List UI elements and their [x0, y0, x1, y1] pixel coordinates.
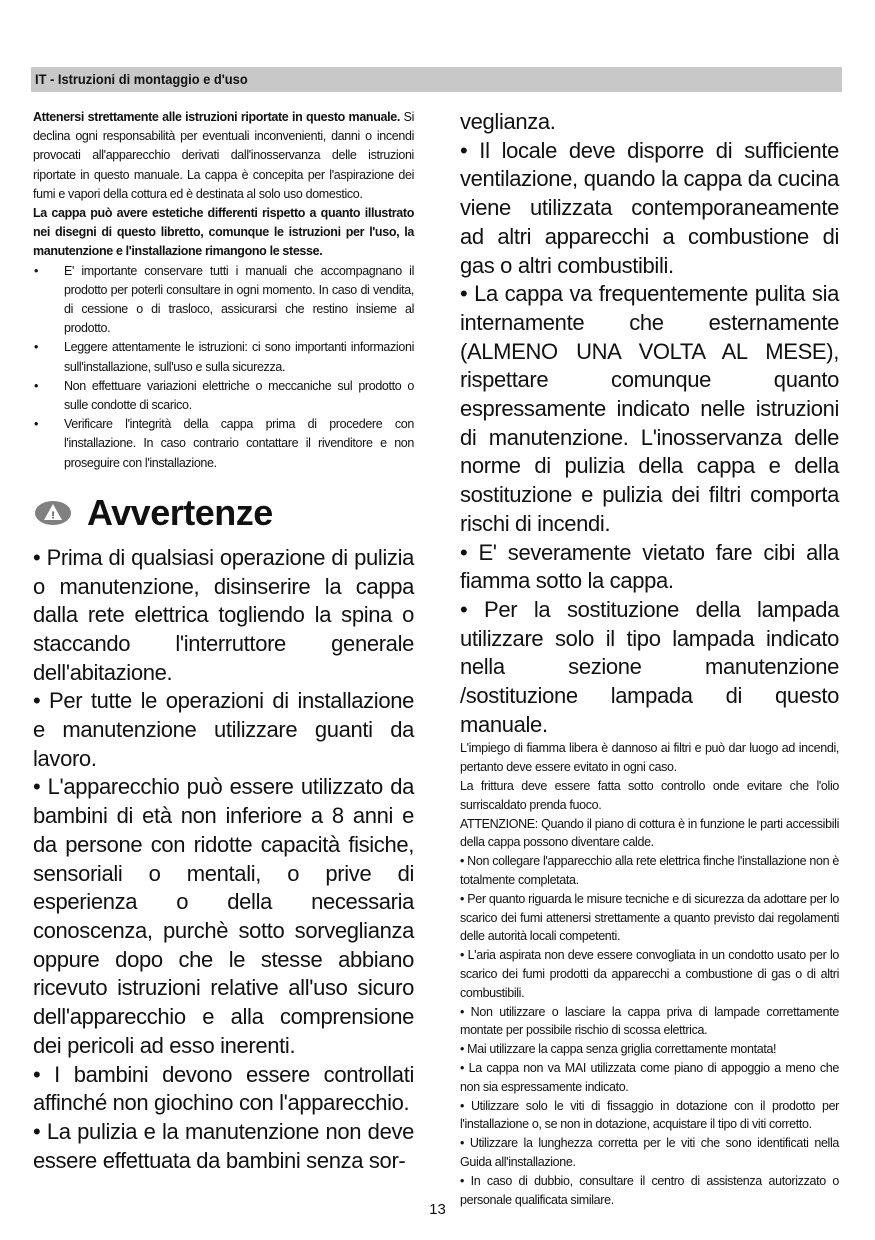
list-item: • Non effettuare variazioni elettriche o meccaniche sul prodotto o sulle condotte di scarico. — [34, 378, 414, 413]
page-number: 13 — [429, 1201, 446, 1218]
left-column — [33, 108, 414, 1175]
note-paragraph: La cappa può avere estetiche differenti rispetto a quanto illustrato nei disegni di questo libretto, comunque le istruzioni per l'uso, la manutenzione e l'installazione rimangono le stesse. — [33, 206, 414, 259]
safety-paragraph: • Non utilizzare o lasciare la cappa priva di lampade correttamente montate per possibile rischio di scossa elettrica. — [460, 1004, 839, 1038]
warning-paragraph: • E' severamente vietato fare cibi alla fiamma sotto la cappa. — [460, 539, 839, 594]
warning-paragraph: • I bambini devono essere controllati affinché non giochino con l'apparecchio. — [33, 1061, 414, 1116]
right-column — [460, 108, 839, 1209]
safety-paragraph: • La cappa non va MAI utilizzata come piano di appoggio a meno che non sia espressamente indicato. — [460, 1061, 839, 1094]
list-item: • Verificare l'integrità della cappa prima di procedere con l'installazione. In caso contrario contattare il rivenditore e non proseguire con l'installazione. — [34, 417, 414, 470]
safety-paragraph: • Non collegare l'apparecchio alla rete elettrica finche l'installazione non è totalmente completata. — [460, 854, 839, 888]
section-header-title: IT - Istruzioni di montaggio e d'uso — [35, 71, 248, 87]
safety-paragraph: • Per quanto riguarda le misure tecniche e di sicurezza da adottare per lo scarico dei fumi attenersi strettamente a quanto previsto dai regolamenti delle autorità locali competenti. — [460, 891, 839, 944]
safety-paragraph: La frittura deve essere fatta sotto controllo onde evitare che l'olio surriscaldato prenda fuoco. — [460, 779, 839, 812]
safety-paragraph: • Utilizzare solo le viti di fissaggio in dotazione con il prodotto per l'installazione o, se non in dotazione, acquistare il tipo di viti corretto. — [460, 1098, 839, 1132]
safety-paragraph: L'impiego di fiamma libera è dannoso ai filtri e può dar luogo ad incendi, pertanto deve essere evitato in ogni caso. — [460, 741, 839, 775]
safety-paragraph: • In caso di dubbio, consultare il centro di assistenza autorizzato o personale qualificata similare. — [460, 1173, 839, 1207]
list-item: • E' importante conservare tutti i manuali che accompagnano il prodotto per poterli consultare in ogni momento. In caso di vendita, di cessione o di trasloco, assicurarsi che restino insieme al prodotto. — [34, 263, 414, 336]
warning-paragraph: • La pulizia e la manutenzione non deve essere effettuata da bambini senza sor- — [33, 1118, 414, 1173]
bullet-glyph: • — [34, 417, 39, 432]
intro-rest: Si declina ogni responsabilità per eventuali inconvenienti, danni o incendi provocati all'apparecchio derivati dall'inosservanza delle istruzioni riportate in questo manuale. La cappa è concepita per l'aspirazione dei fumi e vapori della cottura ed è destinata al solo uso domestico. — [33, 110, 414, 201]
section-header — [31, 67, 842, 92]
safety-paragraph: • L'aria aspirata non deve essere convogliata in un condotto usato per lo scarico dei fumi prodotti da apparecchi a combustione di gas o di altri combustibili. — [460, 948, 839, 1000]
warning-icon — [33, 498, 73, 528]
intro-paragraph — [33, 108, 414, 204]
bullet-glyph: • — [34, 340, 39, 355]
list-item: • Leggere attentamente le istruzioni: ci sono importanti informazioni sull'installazione, sull'uso e sulla sicurezza. — [34, 340, 414, 374]
intro-bold: Attenersi strettamente alle istruzioni riportate in questo manuale. — [33, 110, 400, 124]
bullet-glyph: • — [34, 263, 39, 278]
warning-icon-symbol: ! — [51, 510, 55, 522]
warning-paragraph: veglianza. — [460, 109, 556, 134]
warning-paragraph: • Il locale deve disporre di sufficiente ventilazione, quando la cappa da cucina viene utilizzata contemporaneamente ad altri apparecchi a combustione di gas o altri combustibili. — [460, 137, 839, 278]
warning-paragraph: • Prima di qualsiasi operazione di pulizia o manutenzione, disinserire la cappa dalla rete elettrica togliendo la spina o staccando l'interruttore generale dell'abitazione. — [33, 544, 414, 685]
safety-paragraph: • Utilizzare la lunghezza corretta per le viti che sono identificati nella Guida all'installazione. — [460, 1136, 839, 1169]
safety-paragraph: ATTENZIONE: Quando il piano di cottura è in funzione le parti accessibili della cappa possono diventare calde. — [460, 816, 839, 850]
warning-paragraph: • L'apparecchio può essere utilizzato da bambini di età non inferiore a 8 anni e da persone con ridotte capacità fisiche, sensoriali o mentali, o prive di esperienza o della necessaria conoscenza, purchè sotto sorveglianza oppure dopo che le stesse abbiano ricevuto istruzioni relative all'uso sicuro dell'apparecchio e alla comprensione dei pericoli ad esso inerenti. — [33, 774, 414, 1058]
warning-paragraph: • Per tutte le operazioni di installazione e manutenzione utilizzare guanti da lavoro. — [33, 688, 414, 771]
warnings-title: Avvertenze — [87, 491, 273, 533]
instruction-list — [33, 262, 414, 473]
bullet-glyph: • — [34, 378, 39, 393]
safety-paragraph: • Mai utilizzare la cappa senza griglia correttamente montata! — [460, 1042, 777, 1057]
warning-paragraph: • La cappa va frequentemente pulita sia internamente che esternamente (ALMENO UNA VOLTA AL MESE), rispettare comunque quanto espressamente indicato nelle istruzioni di manutenzione. L'inosservanza delle norme di pulizia della cappa e della sostituzione e pulizia dei filtri comporta rischi di incendi. — [460, 281, 839, 536]
warning-paragraph: • Per la sostituzione della lampada utilizzare solo il tipo lampada indicato nella sezione manutenzione /sostituzione lampada di questo manuale. — [460, 596, 839, 737]
warnings-heading — [33, 490, 414, 536]
